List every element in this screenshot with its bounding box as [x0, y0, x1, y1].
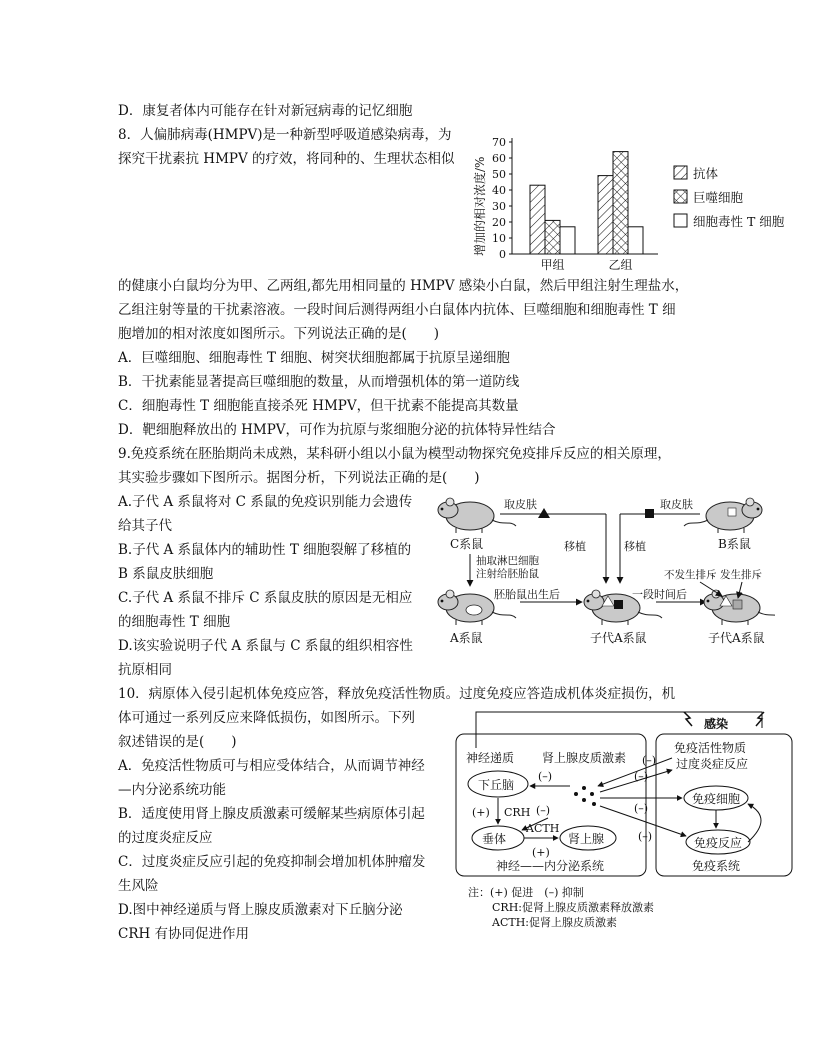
note-legend: 注：(+) 促进 (–) 抑制 — [468, 886, 584, 899]
q9-option-b: B.子代 A 系鼠体内的辅助性 T 细胞裂解了移植的 — [118, 542, 412, 558]
bar — [530, 185, 545, 254]
chart-legend — [674, 166, 785, 229]
lightning-icon — [756, 712, 764, 726]
minus-sign: (–) — [538, 770, 553, 783]
q8-option-a: A．巨噬细胞、细胞毒性 T 细胞、树突状细胞都属于抗原呈递细胞 — [118, 350, 510, 366]
q10-regulation-diagram — [452, 708, 797, 934]
nes-label: 神经——内分泌系统 — [496, 859, 605, 873]
transplant-left-label: 移植 — [564, 540, 586, 553]
minus-sign: (–) — [642, 754, 657, 767]
immune-system-label: 免疫系统 — [692, 859, 741, 873]
q8-option-c: C．细胞毒性 T 细胞能直接杀死 HMPV，但干扰素不能提高其数量 — [118, 398, 519, 414]
legend-swatch — [674, 214, 687, 227]
cortico-label: 肾上腺皮质激素 — [542, 751, 627, 765]
q10-option-c: 生风险 — [118, 878, 159, 894]
q9-option-b: B 系鼠皮肤细胞 — [118, 566, 214, 582]
bar — [545, 220, 560, 254]
y-tick-label: 0 — [499, 248, 506, 261]
hypothalamus-label: 下丘脑 — [478, 778, 515, 792]
q8-option-d: D．靶细胞释放出的 HMPV，可作为抗原与浆细胞分泌的抗体特异性结合 — [118, 422, 556, 438]
legend-swatch — [674, 166, 687, 179]
b-mouse-icon — [684, 498, 762, 533]
q9-stem-line: 9.免疫系统在胚胎期尚未成熟，某科研小组以小鼠为模型动物探究免疫排斥反应的相关原理， — [118, 446, 671, 462]
y-tick-label: 50 — [492, 168, 506, 181]
q9-stem-line: 其实验步骤如下图所示。据图分析，下列说法正确的是( ) — [118, 470, 480, 486]
feedback-arrow — [748, 804, 761, 842]
adrenal-label: 肾上腺 — [568, 832, 605, 846]
graft-square — [614, 600, 623, 609]
take-skin-left-label: 取皮肤 — [504, 498, 537, 511]
inject-label-1: 抽取淋巴细胞 — [476, 555, 539, 567]
acth-label: ACTH — [526, 822, 560, 835]
a-mouse-label: A系鼠 — [450, 631, 483, 645]
q7-option-d: D．康复者体内可能存在针对新冠病毒的记忆细胞 — [118, 103, 413, 119]
q10-option-a: —内分泌系统功能 — [118, 782, 226, 798]
note-crh: CRH:促肾上腺皮质激素释放激素 — [492, 901, 654, 914]
q8-stem-line: 8．人偏肺病毒(HMPV)是一种新型呼吸道感染病毒，为 — [118, 127, 452, 143]
hormone-dots — [574, 786, 596, 806]
child-2-label: 子代A系鼠 — [708, 631, 765, 645]
minus-sign: (–) — [638, 830, 653, 843]
minus-sign: (–) — [634, 802, 649, 815]
q9-option-a: 给其子代 — [118, 518, 172, 534]
immune-response-label: 免疫反应 — [694, 836, 743, 850]
q10-stem-line: 叙述错误的是( ) — [118, 734, 237, 750]
plus-sign: (+) — [532, 846, 550, 859]
triangle-marker — [538, 508, 550, 518]
q10-option-b: B．适度使用肾上腺皮质激素可缓解某些病原体引起 — [118, 806, 425, 822]
immune-cell-label: 免疫细胞 — [692, 792, 741, 806]
reject-label: 发生排斥 — [720, 569, 762, 581]
q9-experiment-diagram — [430, 488, 775, 660]
take-skin-right-label: 取皮肤 — [660, 498, 693, 511]
y-axis-label: 增加的相对浓度/% — [473, 156, 487, 256]
neuro-tx-label: 神经递质 — [466, 751, 515, 765]
q10-stem-line: 10．病原体入侵引起机体免疫应答，释放免疫活性物质。过度免疫应答造成机体炎症损伤，机 — [118, 686, 676, 702]
q8-stem-line: 探究干扰素抗 HMPV 的疗效，将同种的、生理状态相似 — [118, 151, 455, 167]
minus-sign: (–) — [536, 804, 551, 817]
bar — [560, 227, 575, 254]
q10-option-d: CRH 有协同促进作用 — [118, 926, 250, 942]
no-reject-label: 不发生排斥 — [664, 569, 717, 581]
legend-label: 巨噬细胞 — [693, 190, 744, 205]
crh-label: CRH — [504, 806, 531, 819]
y-tick-label: 10 — [492, 232, 506, 245]
infect-label: 感染 — [704, 717, 729, 731]
legend-label: 抗体 — [693, 166, 719, 181]
minus-sign: (–) — [634, 770, 649, 783]
q9-option-c: 的细胞毒性 T 细胞 — [118, 614, 231, 630]
y-tick-label: 20 — [492, 216, 506, 229]
q9-option-d: D.该实验说明子代 A 系鼠与 C 系鼠的组织相容性 — [118, 638, 413, 654]
y-tick-label: 30 — [492, 200, 506, 213]
b-skin-patch — [728, 508, 736, 516]
legend-label: 细胞毒性 T 细胞 — [693, 214, 785, 229]
lightning-icon — [684, 712, 692, 726]
q10-option-a: A．免疫活性物质可与相应受体结合，从而调节神经 — [118, 758, 425, 774]
active-substance-label: 免疫活性物质 — [674, 741, 747, 755]
bar — [613, 152, 628, 254]
c-mouse-label: C系鼠 — [450, 537, 484, 551]
bar — [628, 227, 643, 254]
square-marker — [645, 509, 654, 518]
q9-option-d: 抗原相同 — [118, 662, 172, 678]
graft-square-rejected — [733, 600, 742, 609]
born-label: 胚胎鼠出生后 — [494, 588, 560, 601]
q8-stem-line: 胞增加的相对浓度如图所示。下列说法正确的是( ) — [118, 326, 440, 342]
q10-stem-line: 体可通过一系列反应来降低损伤，如图所示。下列 — [118, 710, 415, 726]
q10-option-c: C．过度炎症反应引起的免疫抑制会增加机体肿瘤发 — [118, 854, 426, 870]
plus-sign: (+) — [472, 806, 490, 819]
transplant-right-label: 移植 — [624, 540, 646, 553]
y-tick-label: 70 — [492, 136, 506, 149]
q9-option-c: C.子代 A 系鼠不排斥 C 系鼠皮肤的原因是无相应 — [118, 590, 413, 606]
y-tick-label: 60 — [492, 152, 506, 165]
x-category-label: 甲组 — [540, 258, 565, 272]
inject-label-2: 注射给胚胎鼠 — [476, 568, 539, 580]
x-category-label: 乙组 — [608, 258, 633, 272]
q8-stem-line: 的健康小白鼠均分为甲、乙两组,都先用相同量的 HMPV 感染小白鼠，然后甲组注射生理盐水， — [118, 278, 689, 294]
q10-option-b: 的过度炎症反应 — [118, 830, 213, 846]
child-1-label: 子代A系鼠 — [590, 631, 647, 645]
q8-stem-line: 乙组注射等量的干扰素溶液。一段时间后测得两组小白鼠体内抗体、巨噬细胞和细胞毒性 T 细 — [118, 302, 676, 318]
q8-bar-chart — [460, 128, 800, 276]
embryo-icon — [466, 605, 482, 615]
pituitary-label: 垂体 — [482, 832, 507, 846]
q10-option-d: D.图中神经递质与肾上腺皮质激素对下丘脑分泌 — [118, 902, 403, 918]
legend-swatch — [674, 190, 687, 203]
q8-option-b: B．干扰素能显著提高巨噬细胞的数量，从而增强机体的第一道防线 — [118, 374, 520, 390]
inflammation-label: 过度炎症反应 — [676, 757, 749, 771]
b-mouse-label: B系鼠 — [718, 537, 751, 551]
q9-option-a: A.子代 A 系鼠将对 C 系鼠的免疫识别能力会遗传 — [118, 494, 413, 510]
note-acth: ACTH:促肾上腺皮质激素 — [492, 916, 617, 929]
y-tick-label: 40 — [492, 184, 506, 197]
later-label: 一段时间后 — [632, 588, 687, 601]
bar — [598, 176, 613, 254]
